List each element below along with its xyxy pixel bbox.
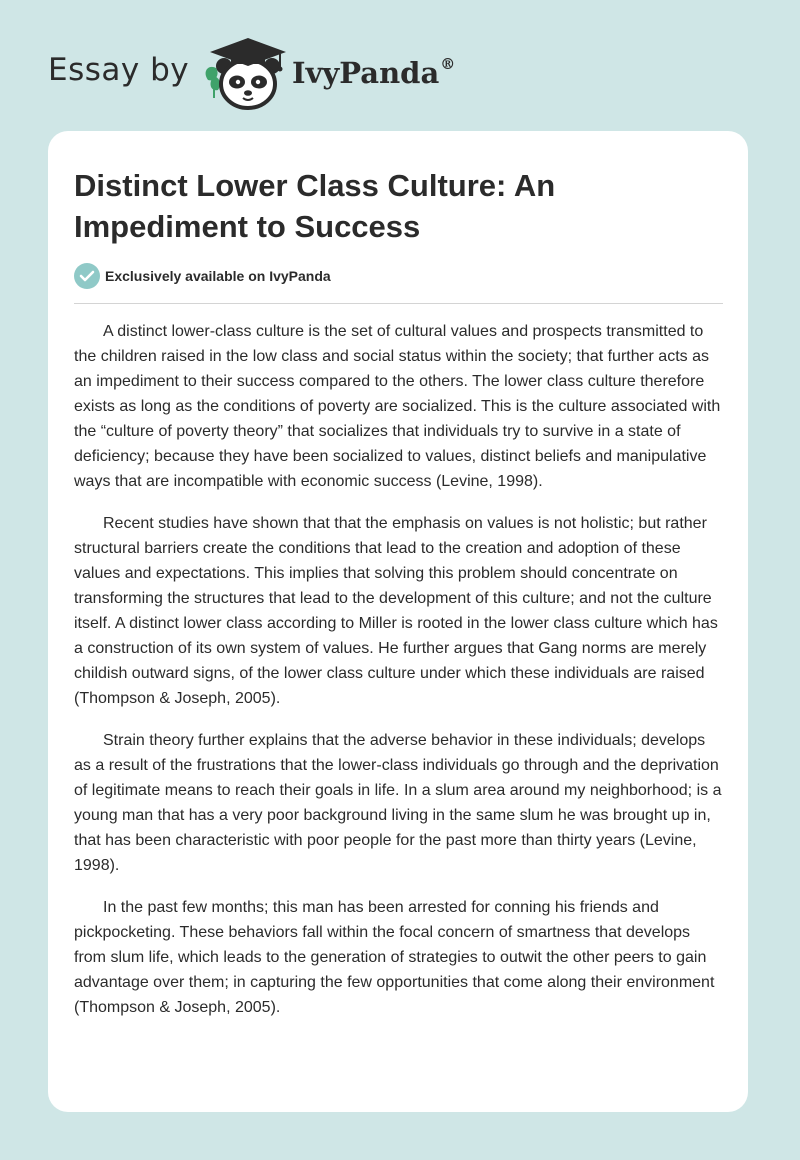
registered-mark: ®: [440, 55, 456, 73]
divider: [74, 303, 723, 304]
essay-card: [48, 131, 748, 1112]
brand-text: IvyPanda: [292, 56, 440, 90]
essay-by-label: Essay by: [48, 52, 190, 88]
essay-title: Distinct Lower Class Culture: An Impediment to Success: [74, 168, 556, 244]
paragraph: A distinct lower-class culture is the set of cultural values and prospects transmitted to the children raised in the low class and social status within the society; that further acts as an impediment to their success compared to the others. The lower class culture therefore exists as long as the conditions of poverty are socialized. This is the culture associated with the “culture of poverty theory” that socializes that individuals try to survive in a state of deficiency; because they have been socialized to values, distinct beliefs and manipulative ways that are incompatible with economic success (Levine, 1998).: [74, 323, 721, 490]
paragraph: Recent studies have shown that that the emphasis on values is not holistic; but rather structural barriers create the conditions that lead to the creation and adoption of these values and expectations. This implies that solving this problem should concentrate on transforming the structures that lead to the development of this culture; and not the culture itself. A distinct lower class according to Miller is rooted in the lower class culture which has a construction of its own system of values. He further argues that Gang norms are merely childish outward signs, of the lower class culture under which these individuals are raised (Thompson & Joseph, 2005).: [74, 515, 718, 707]
site-header: [48, 36, 508, 108]
panda-graduate-icon[interactable]: [200, 36, 296, 110]
brand-name[interactable]: [292, 55, 455, 90]
paragraph: Strain theory further explains that the adverse behavior in these individuals; develops as a result of the frustrations that the lower-class individuals go through and the deprivation of legitimate means to reach their goals in life. In a slum area around my neighborhood; is a young man that has a very poor background living in the same slum he was brought up in, that has been characteristic with poor people for the past more than thirty years (Levine, 1998).: [74, 732, 722, 874]
exclusive-badge: [74, 263, 714, 291]
check-icon: [74, 263, 100, 289]
badge-label: Exclusively available on IvyPanda: [105, 268, 331, 284]
essay-body: [74, 319, 724, 1037]
paragraph: In the past few months; this man has been arrested for conning his friends and pickpocketing. These behaviors fall within the focal concern of smartness that develops from slum life, which leads to the generation of strategies to outwit the other peers to gain advantage over them; in capturing the few opportunities that come along their environment (Thompson & Joseph, 2005).: [74, 899, 715, 1016]
